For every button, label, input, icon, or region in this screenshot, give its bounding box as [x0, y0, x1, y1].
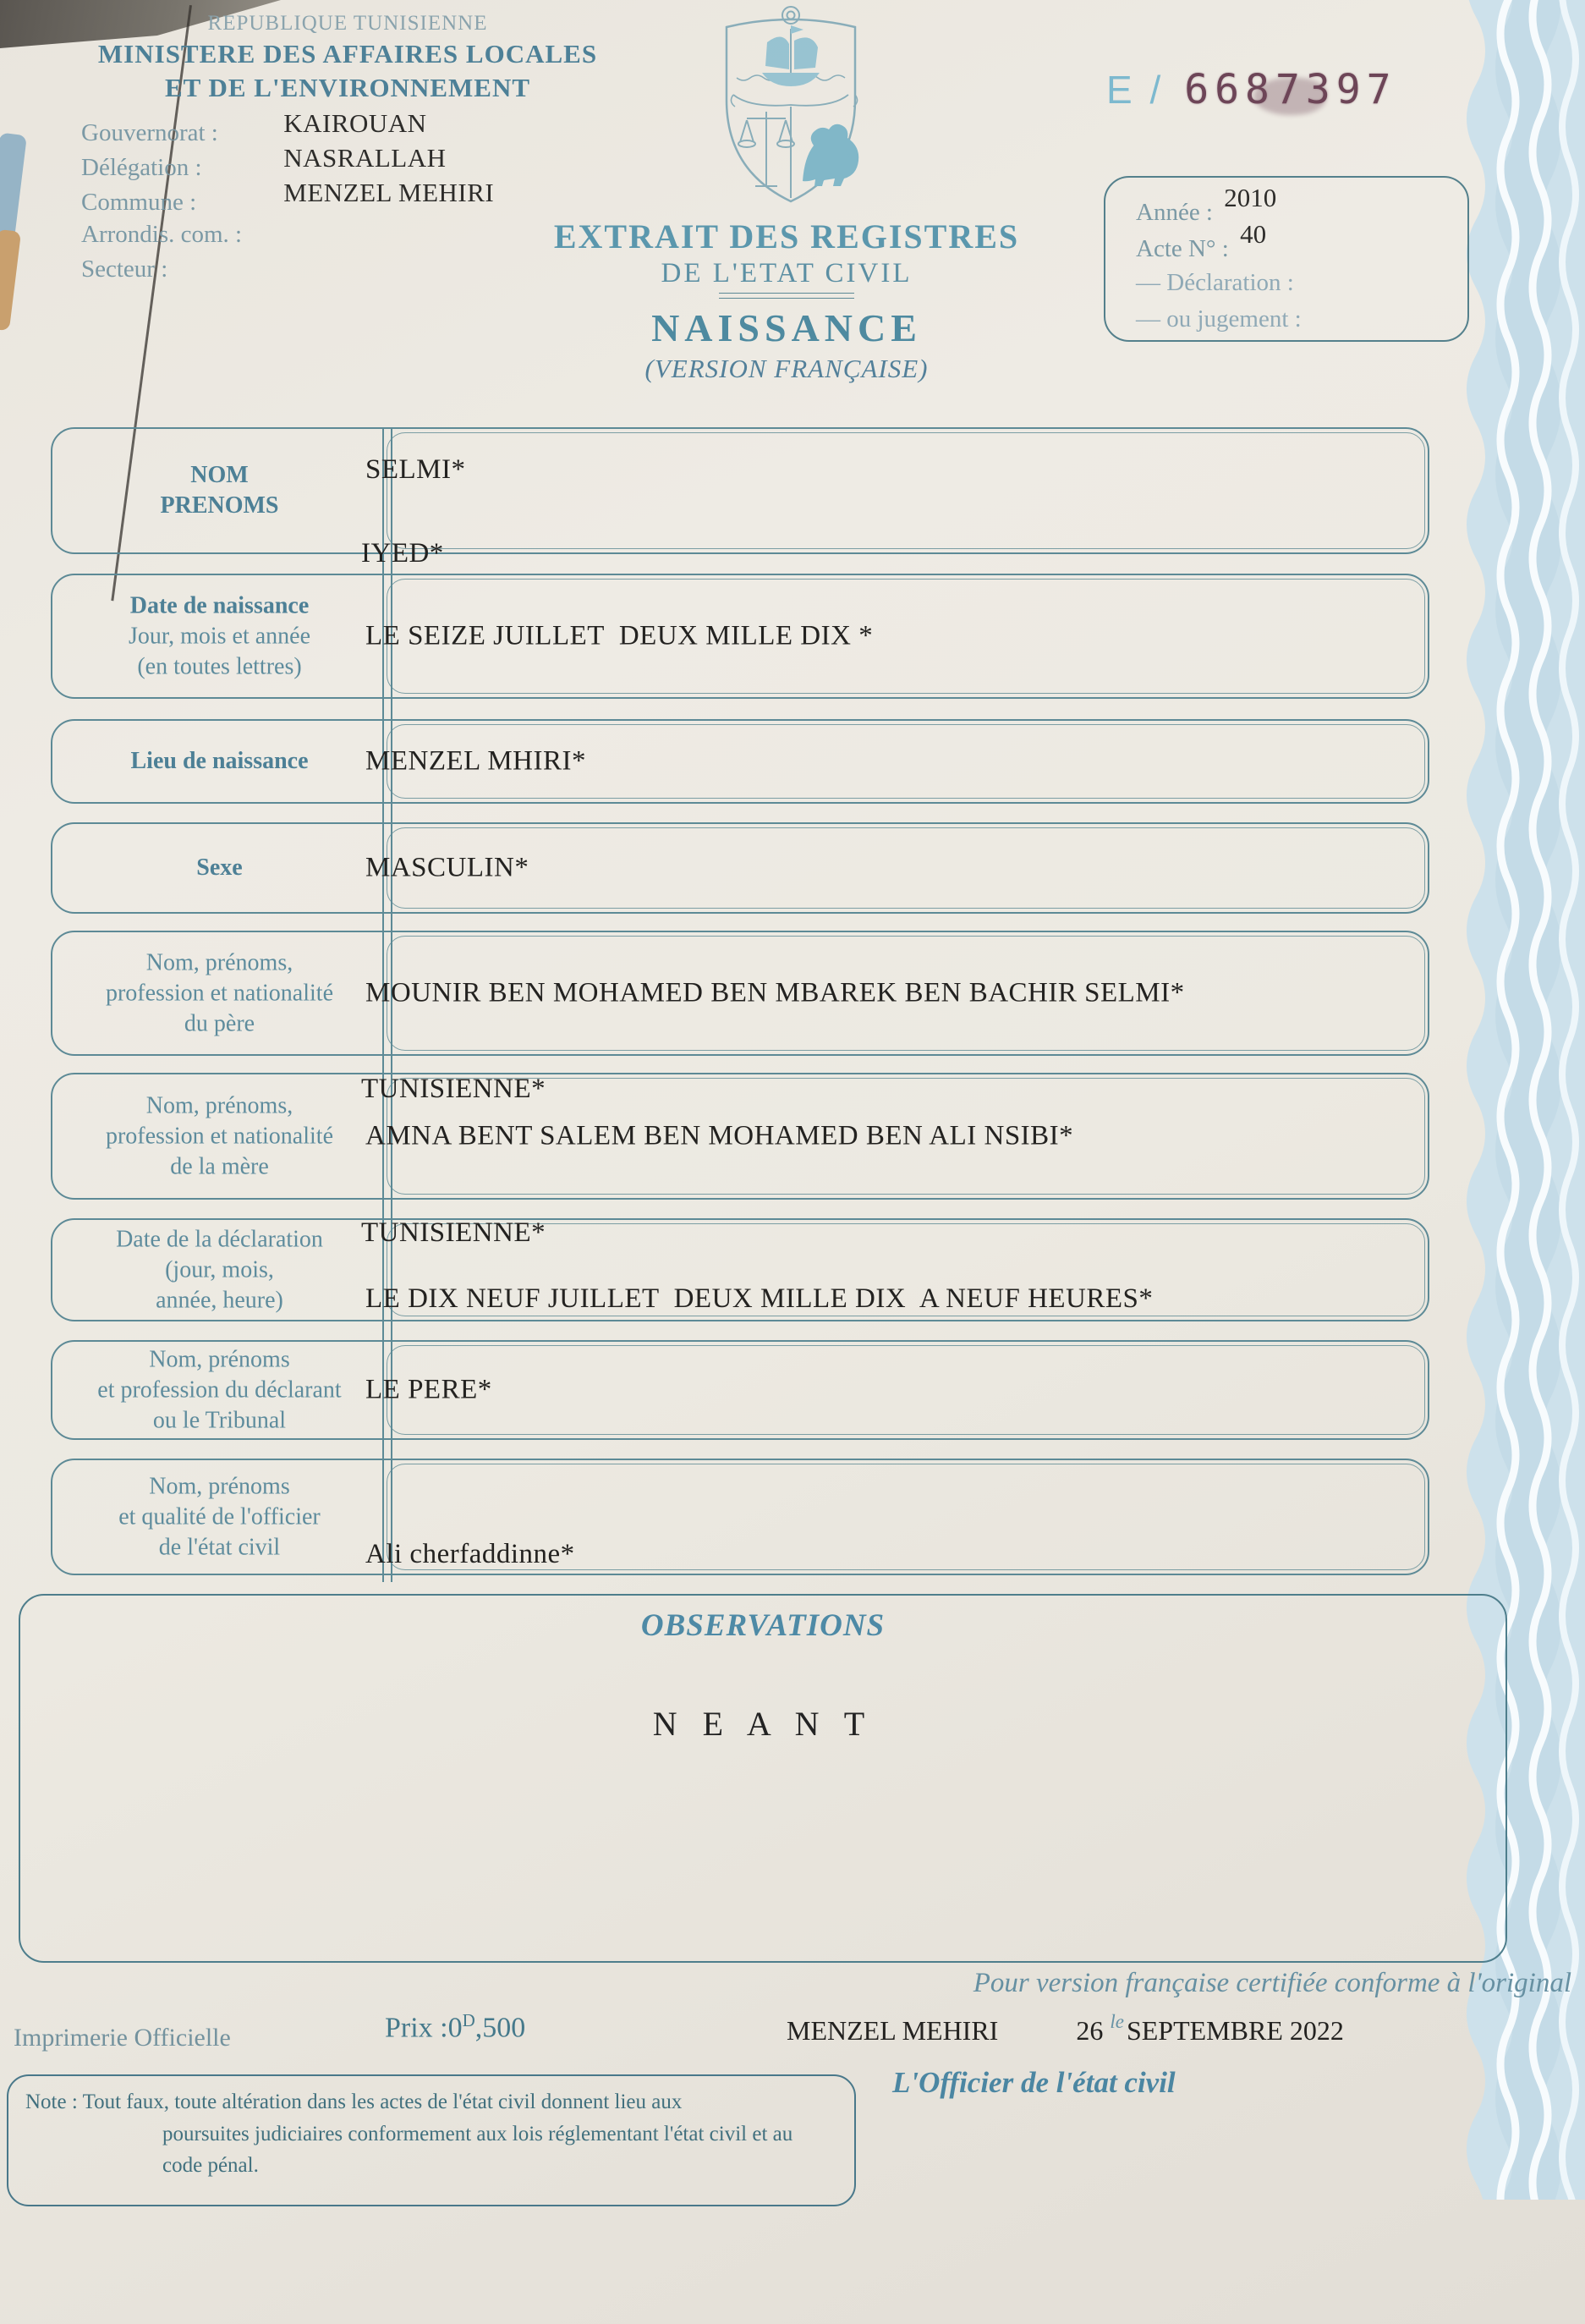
republic-title: REPUBLIQUE TUNISIENNE	[207, 12, 488, 35]
value-mere: AMNA BENT SALEM BEN MOHAMED BEN ALI NSIBI*	[365, 1120, 1074, 1151]
serial-prefix: E /	[1106, 68, 1165, 112]
document-title	[474, 217, 1100, 384]
row-nom-prenoms: NOM PRENOMS SELMI* IYED*	[51, 427, 1429, 554]
imprimerie-label: Imprimerie Officielle	[14, 2024, 231, 2052]
value-declarant: LE PERE*	[365, 1374, 492, 1405]
ministry-title-line2: ET DE L'ENVIRONNEMENT	[164, 73, 531, 102]
title-version: (VERSION FRANÇAISE)	[644, 354, 929, 383]
value-pere-nationalite: TUNISIENNE*	[361, 1074, 546, 1104]
value-officier: Ali cherfaddinne*	[365, 1539, 575, 1569]
value-sexe: MASCULIN*	[365, 852, 529, 883]
field-arrondissement: Arrondis. com. :	[81, 221, 243, 248]
field-jugement: — ou jugement :	[1136, 305, 1302, 332]
footer-le: le	[1110, 2011, 1124, 2032]
price-label: Prix $:0^D,500$	[385, 2010, 526, 2044]
title-etat-civil: DE L'ETAT CIVIL	[661, 258, 913, 288]
certification-line: Pour version française certifiée conforme à l'original	[973, 1968, 1571, 1998]
value-date-naissance: LE SEIZE JUILLET DEUX MILLE DIX *	[365, 620, 874, 651]
tunisia-coat-of-arms-icon	[715, 5, 867, 208]
row-pere: Nom, prénoms, profession et nationalité du père MOUNIR BEN MOHAMED BEN MBAREK BEN BACHIR SELMI* TUNISIENNE*	[51, 931, 1429, 1056]
field-delegation: Délégation : NASRALLAH	[81, 143, 447, 181]
field-commune: Commune : MENZEL MEHIRI	[81, 178, 495, 216]
value-mere-nationalite: TUNISIENNE*	[361, 1217, 546, 1248]
value-prenom: IYED*	[361, 538, 444, 569]
value-date-declaration: LE DIX NEUF JUILLET DEUX MILLE DIX A NEUF HEURES*	[365, 1283, 1154, 1314]
observations-title: OBSERVATIONS	[640, 1608, 886, 1643]
footer-date-rest: SEPTEMBRE 2022	[1126, 2015, 1344, 2046]
legal-note-box	[7, 2074, 856, 2206]
row-lieu-naissance: Lieu de naissance MENZEL MHIRI*	[51, 719, 1429, 804]
field-secteur: Secteur :	[81, 255, 168, 283]
row-mere: Nom, prénoms, profession et nationalité de la mère AMNA BENT SALEM BEN MOHAMED BEN ALI NSIBI* TUNISIENNE*	[51, 1073, 1429, 1200]
observations-value: N E A N T	[652, 1705, 874, 1743]
field-acte-n: Acte N° : 40	[1136, 219, 1267, 262]
officer-signature-title: L'Officier de l'état civil	[892, 2066, 1176, 2099]
note-line1: Note : Tout faux, toute altération dans les actes de l'état civil donnent lieu aux	[25, 2091, 683, 2113]
note-line3: code pénal.	[162, 2154, 259, 2177]
admin-fields	[81, 108, 495, 290]
note-line2: poursuites judiciaires conformement aux lois réglementant l'état civil et au	[162, 2122, 793, 2145]
title-extrait: EXTRAIT DES REGISTRES	[553, 217, 1020, 255]
value-nom: SELMI*	[365, 454, 466, 485]
field-gouvernorat: Gouvernorat : KAIROUAN	[81, 108, 427, 146]
title-naissance: NAISSANCE	[651, 306, 922, 349]
act-reference-box	[1104, 176, 1469, 342]
field-annee: Année : 2010	[1136, 183, 1277, 226]
row-date-naissance: Date de naissance Jour, mois et année (en toutes lettres) LE SEIZE JUILLET DEUX MILLE DIX *	[51, 574, 1429, 699]
ink-smudge	[1253, 78, 1326, 115]
serial-number	[1106, 66, 1397, 113]
row-officier: Nom, prénoms et qualité de l'officier de l'état civil Ali cherfaddinne*	[51, 1459, 1429, 1575]
row-date-declaration: Date de la déclaration (jour, mois, année, heure) LE DIX NEUF JUILLET DEUX MILLE DIX A NEUF HEURES*	[51, 1218, 1429, 1321]
footer-date-day: 26	[1076, 2015, 1104, 2046]
footer-place: MENZEL MEHIRI	[787, 2015, 999, 2046]
row-declarant: Nom, prénoms et profession du déclarant ou le Tribunal LE PERE*	[51, 1340, 1429, 1440]
ministry-title-line1: MINISTERE DES AFFAIRES LOCALES	[97, 39, 598, 69]
observations-box	[19, 1594, 1507, 1963]
field-declaration: — Déclaration :	[1136, 269, 1294, 296]
value-pere: MOUNIR BEN MOHAMED BEN MBAREK BEN BACHIR SELMI*	[365, 977, 1185, 1008]
row-sexe: Sexe MASCULIN*	[51, 822, 1429, 914]
title-underline	[719, 293, 854, 299]
place-and-date	[787, 2011, 1344, 2047]
serial-digits: 6687397	[1184, 66, 1397, 113]
value-lieu-naissance: MENZEL MHIRI*	[365, 745, 586, 777]
